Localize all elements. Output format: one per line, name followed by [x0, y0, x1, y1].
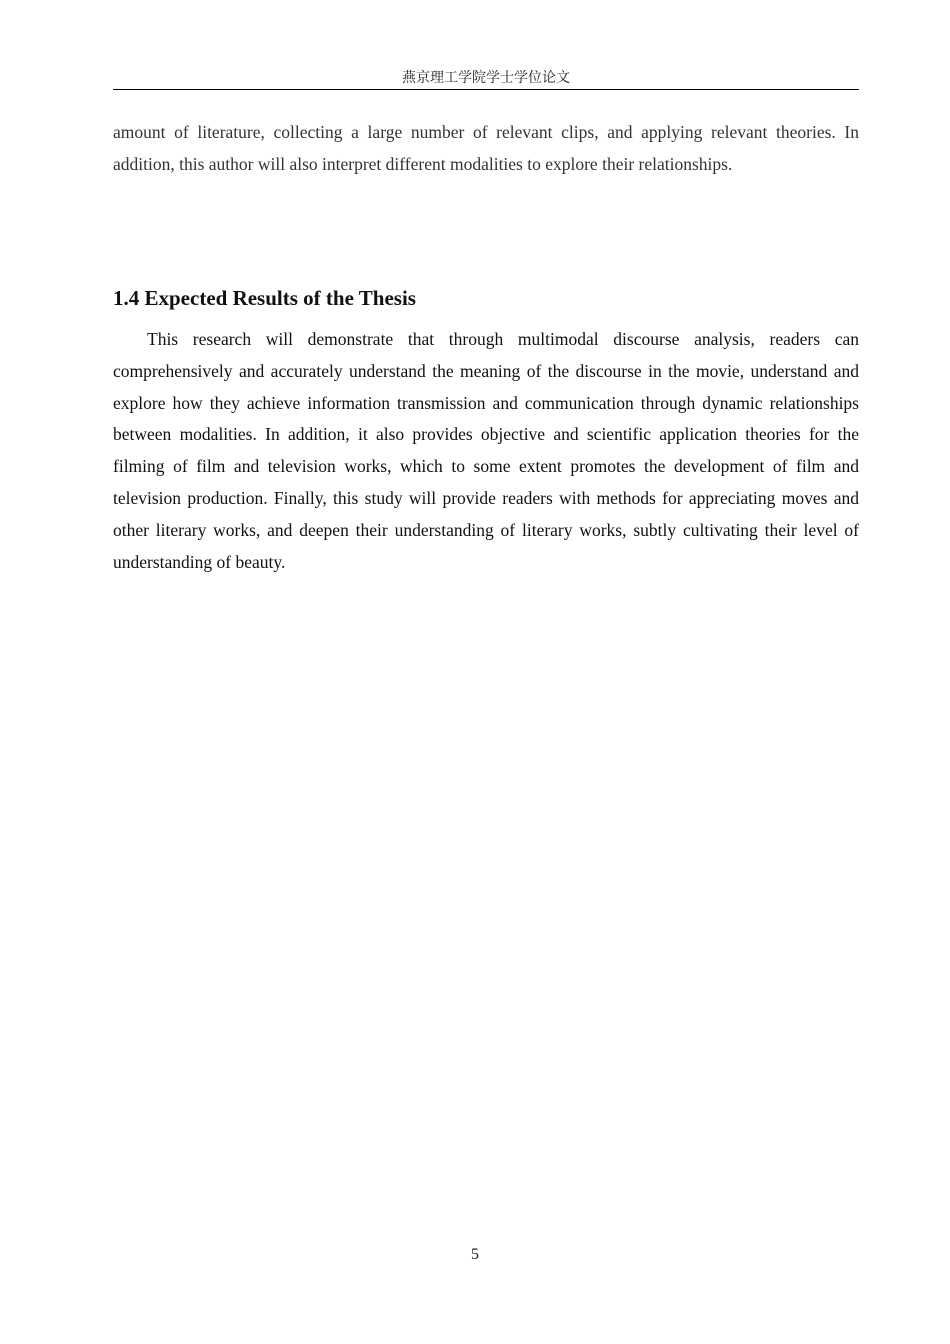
continued-paragraph: amount of literature, collecting a large number of relevant clips, and applying relevant theories. In addition, this author will also interpret different modalities to explore their relationships.: [113, 122, 859, 174]
running-header: 燕京理工学院学士学位论文: [113, 68, 859, 90]
section-heading: 1.4 Expected Results of the Thesis: [113, 286, 416, 310]
page-number: 5: [471, 1246, 479, 1263]
section-paragraph: This research will demonstrate that through multimodal discourse analysis, readers can comprehensively and accurately understand the meaning of the discourse in the movie, understand and explore how they achieve information transmission and communication through dynamic relationships between modalities. In addition, it also provides objective and scientific application theories for the filming of film and television works, which to some extent promotes the development of film and television production. Finally, this study will provide readers with methods for appreciating moves and other literary works, and deepen their understanding of literary works, subtly cultivating their level of understanding of beauty.: [113, 329, 859, 572]
